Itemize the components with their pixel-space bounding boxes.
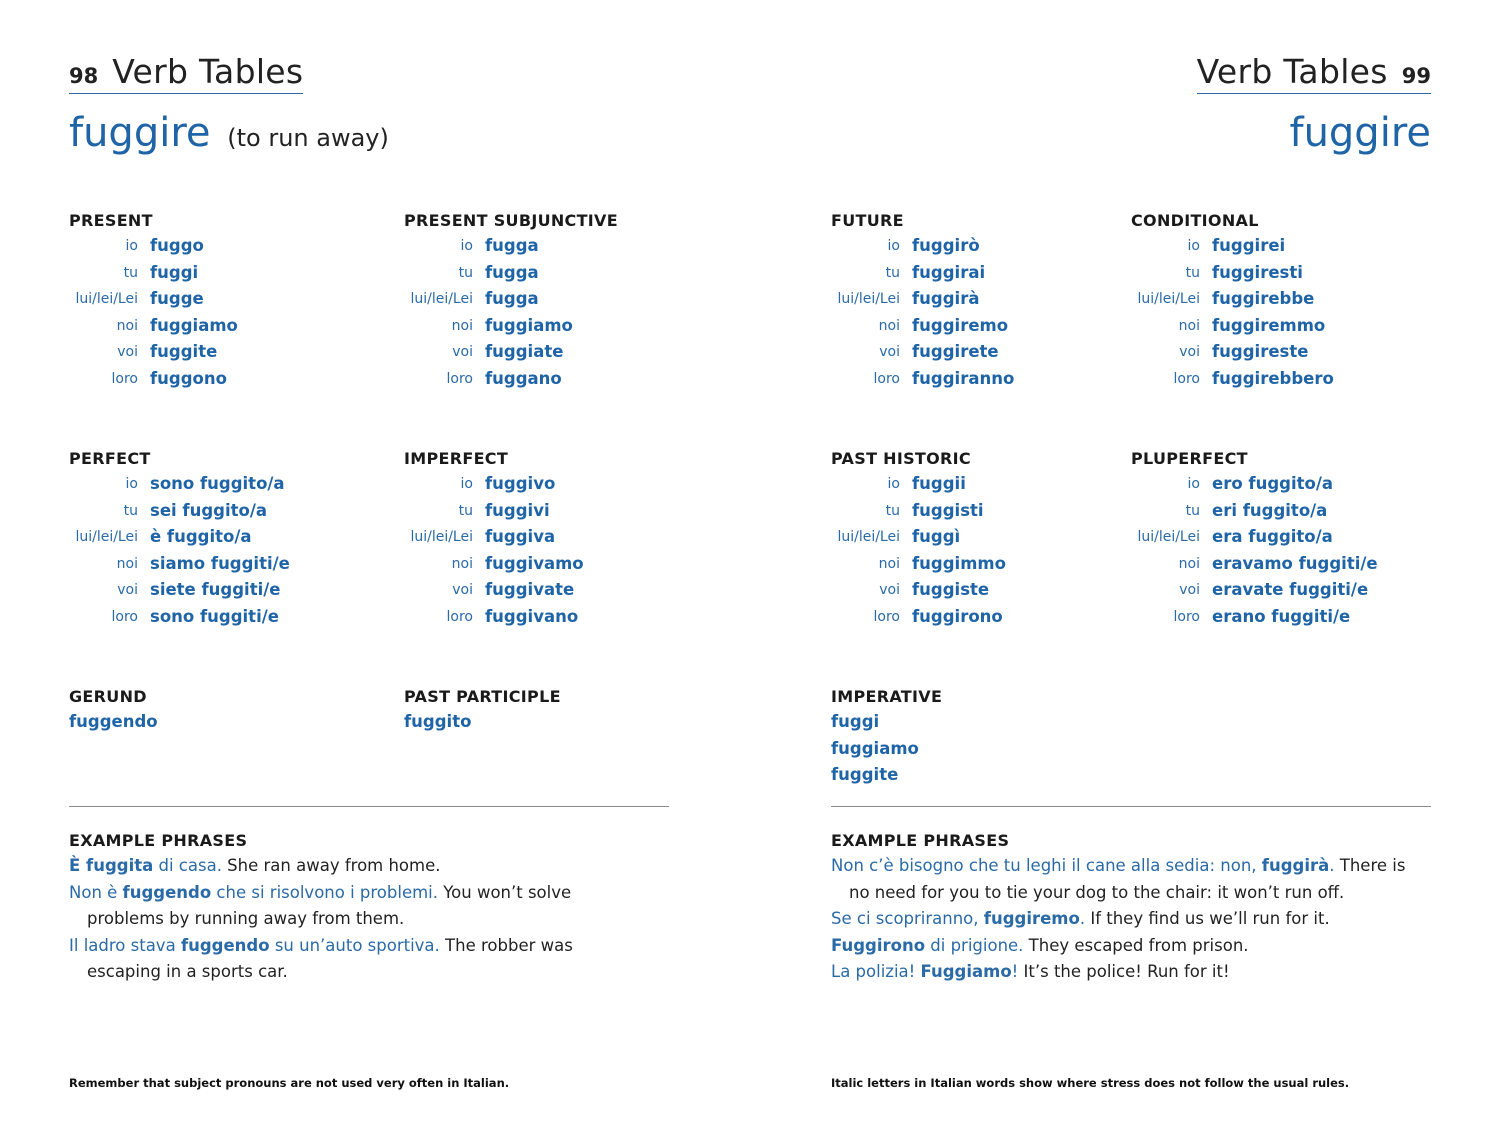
conjugation-row — [404, 233, 618, 260]
pronoun: tu — [885, 264, 900, 281]
conjugation-row — [1131, 551, 1378, 578]
verb-form: fuggi — [150, 262, 199, 282]
tense-present — [69, 211, 238, 392]
verb-infinitive: fuggire — [69, 110, 211, 156]
conjugation-row — [1131, 260, 1303, 287]
verb-form: fuggivi — [485, 500, 550, 520]
conjugation-row — [831, 551, 1006, 578]
italian-text: Non c’è bisogno che tu leghi il cane alla sedia: non, — [831, 856, 1262, 875]
header-title: Verb Tables — [112, 52, 304, 91]
verb-form: fuggirei — [1212, 236, 1286, 255]
tense-name: IMPERFECT — [404, 449, 509, 468]
conjugation-row — [404, 366, 618, 393]
pronoun: lui/lei/Lei — [1137, 291, 1200, 307]
verb-form: fuggiremo — [912, 315, 1009, 335]
italian-text: . — [1329, 856, 1335, 875]
tense-imperfect — [404, 449, 584, 630]
verb-form: fuggirebbe — [1212, 289, 1315, 308]
pronoun: lui/lei/Lei — [837, 529, 900, 545]
conjugation-row — [1131, 313, 1326, 340]
section-divider — [831, 806, 1431, 807]
tense-name: PAST PARTICIPLE — [404, 687, 561, 706]
pronoun: io — [1187, 238, 1200, 254]
verb-form: fuggiresti — [1212, 262, 1303, 282]
page-header — [69, 52, 303, 94]
conjugation-row — [69, 498, 267, 525]
tense-name: PERFECT — [69, 449, 151, 468]
conjugation-row — [1131, 366, 1334, 393]
verb-form: fuggono — [150, 368, 227, 388]
italian-text: Il ladro stava — [69, 935, 181, 955]
verb-form: fuggiva — [485, 527, 556, 546]
conjugation-row — [69, 233, 204, 260]
pronoun: noi — [1178, 317, 1200, 334]
italian-text: che si risolvono i problemi. — [211, 882, 439, 902]
tense-name: PAST HISTORIC — [831, 449, 971, 468]
verb-form: fuggite — [150, 342, 218, 361]
pronoun: io — [887, 476, 900, 492]
english-translation: If they find us we’ll run for it. — [1085, 909, 1330, 928]
english-translation: You won’t solve problems by running away from them. — [87, 882, 572, 928]
verb-form: fuggiste — [912, 580, 990, 599]
tense-name: PRESENT — [69, 211, 153, 230]
tense-name: PLUPERFECT — [1131, 449, 1248, 468]
italian-text: ! — [1011, 962, 1019, 981]
conjugation-row — [404, 260, 618, 287]
verb-form: sono fuggito/a — [150, 474, 285, 493]
pronoun: noi — [1178, 555, 1200, 572]
example-phrases — [69, 831, 649, 986]
tense-conditional — [1131, 211, 1334, 392]
verb-form: fuggendo — [69, 712, 158, 731]
conjugation-row — [831, 313, 1009, 340]
verb-form: fuggi — [831, 712, 880, 731]
verb-form: fuggiate — [485, 342, 564, 361]
pronoun: lui/lei/Lei — [75, 291, 138, 307]
examples-title: EXAMPLE PHRASES — [831, 831, 1010, 850]
tense-name: CONDITIONAL — [1131, 211, 1259, 230]
verb-form: fuggirete — [912, 342, 999, 361]
pronoun: loro — [1173, 608, 1200, 625]
example-phrase — [69, 880, 649, 933]
page-number: 99 — [1401, 64, 1431, 88]
conjugation-row — [404, 286, 618, 313]
english-translation: It’s the police! Run for it! — [1018, 962, 1230, 981]
verb-form: fuggiamo — [485, 315, 573, 335]
verb-form: è fuggito/a — [150, 527, 252, 546]
conjugation-row — [69, 524, 252, 551]
pronoun: voi — [1179, 582, 1200, 598]
verb-form: fugga — [485, 289, 539, 308]
conjugation-row — [404, 339, 618, 366]
pronoun: lui/lei/Lei — [410, 291, 473, 307]
english-translation: There is no need for you to tie your dog to the chair: it won’t run off. — [849, 856, 1406, 902]
pronoun: voi — [452, 582, 473, 598]
conjugation-row — [404, 551, 584, 578]
example-phrase — [831, 906, 1431, 933]
conjugation-row — [69, 471, 285, 498]
conjugation-row — [831, 233, 980, 260]
verb-form: eri fuggito/a — [1212, 500, 1328, 520]
italian-verb: fuggirà — [1261, 856, 1330, 875]
conjugation-row — [69, 260, 199, 287]
tense-pluperfect — [1131, 449, 1378, 630]
pronoun: lui/lei/Lei — [837, 291, 900, 307]
conjugation-row — [404, 313, 618, 340]
verb-form: fuggì — [912, 527, 961, 546]
english-translation: She ran away from home. — [221, 856, 441, 875]
pronoun: io — [887, 238, 900, 254]
conjugation-row — [831, 524, 971, 551]
example-phrase — [69, 853, 649, 880]
pronoun: voi — [117, 582, 138, 598]
pronoun: loro — [873, 370, 900, 387]
conjugation-row — [69, 366, 227, 393]
pronoun: noi — [451, 317, 473, 334]
verb-form: fuggivate — [485, 580, 575, 599]
pronoun: noi — [878, 555, 900, 572]
pronoun: loro — [111, 370, 138, 387]
pronoun: loro — [1173, 370, 1200, 387]
english-translation: The robber was escaping in a sports car. — [87, 935, 573, 981]
verb-form: fugga — [485, 262, 539, 282]
pronoun: noi — [878, 317, 900, 334]
pronoun: io — [1187, 476, 1200, 492]
conjugation-row — [404, 524, 556, 551]
verb-gloss: (to run away) — [227, 124, 389, 152]
conjugation-row — [69, 577, 281, 604]
example-phrase — [831, 959, 1431, 986]
pronoun: noi — [451, 555, 473, 572]
verb-form: fuggirai — [912, 262, 986, 282]
tense-imperative — [831, 687, 942, 789]
pronoun: loro — [111, 608, 138, 625]
italian-text: Non è — [69, 882, 123, 902]
conjugation-row — [831, 339, 999, 366]
conjugation-row — [1131, 339, 1309, 366]
verb-form: fuggiamo — [150, 315, 238, 335]
pronoun: tu — [1185, 264, 1200, 281]
conjugation-row — [404, 604, 579, 631]
pronoun: tu — [458, 264, 473, 281]
verb-form: fuggo — [150, 236, 204, 255]
conjugation-row — [69, 313, 238, 340]
page-header — [1197, 52, 1431, 94]
tense-gerund — [69, 687, 158, 736]
conjugation-row — [831, 471, 971, 498]
verb-form: fuggirono — [912, 606, 1003, 626]
verb-form: fuggite — [831, 765, 899, 784]
verb-form: fuggivamo — [485, 553, 584, 573]
verb-form: eravamo fuggiti/e — [1212, 553, 1378, 573]
verb-form: siete fuggiti/e — [150, 580, 281, 599]
tense-past-participle — [404, 687, 561, 736]
pronoun: voi — [879, 582, 900, 598]
italian-verb: Fuggiamo — [920, 962, 1012, 981]
verb-form: siamo fuggiti/e — [150, 553, 290, 573]
english-translation: They escaped from prison. — [1023, 935, 1249, 955]
pronoun: tu — [458, 502, 473, 519]
verb-title — [1289, 110, 1431, 156]
conjugation-row — [831, 260, 986, 287]
pronoun: lui/lei/Lei — [75, 529, 138, 545]
example-phrase — [831, 933, 1431, 960]
italian-text: Se ci scopriranno, — [831, 909, 984, 928]
pronoun: io — [125, 476, 138, 492]
conjugation-row — [1131, 286, 1315, 313]
tense-name: IMPERATIVE — [831, 687, 943, 706]
conjugation-row — [831, 366, 1015, 393]
pronoun: tu — [123, 264, 138, 281]
conjugation-row — [831, 498, 984, 525]
pronoun: voi — [117, 344, 138, 360]
example-phrase — [69, 933, 649, 986]
verb-form: fuggii — [912, 474, 966, 493]
conjugation-row — [1131, 577, 1369, 604]
pronoun: loro — [446, 370, 473, 387]
verb-form: sei fuggito/a — [150, 500, 267, 520]
pronoun: voi — [879, 344, 900, 360]
verb-form: ero fuggito/a — [1212, 474, 1333, 493]
conjugation-row — [404, 498, 550, 525]
conjugation-row — [404, 577, 575, 604]
verb-form: fuggirebbero — [1212, 368, 1334, 388]
verb-form: fuggito — [404, 712, 472, 731]
tense-name: PRESENT SUBJUNCTIVE — [404, 211, 618, 230]
pronoun: voi — [452, 344, 473, 360]
pronoun: noi — [116, 555, 138, 572]
tense-present-subjunctive — [404, 211, 618, 392]
italian-verb: È fuggita — [69, 856, 154, 875]
verb-infinitive: fuggire — [1289, 110, 1431, 156]
verb-form: fuggisti — [912, 500, 984, 520]
section-divider — [69, 806, 669, 807]
pronoun: io — [460, 238, 473, 254]
conjugation-row — [831, 577, 990, 604]
right-page — [750, 0, 1500, 1136]
tense-perfect — [69, 449, 290, 630]
verb-form: fuggiranno — [912, 368, 1015, 388]
verb-form: fuggivo — [485, 474, 556, 493]
conjugation-row — [831, 604, 1003, 631]
verb-form: eravate fuggiti/e — [1212, 580, 1369, 599]
conjugation-row — [404, 471, 556, 498]
pronoun: io — [125, 238, 138, 254]
pronoun: noi — [116, 317, 138, 334]
verb-form: fuggiamo — [831, 738, 919, 758]
italian-verb: fuggiremo — [983, 909, 1080, 928]
example-phrases — [831, 831, 1431, 986]
verb-form: fuggano — [485, 368, 562, 388]
verb-form: erano fuggiti/e — [1212, 606, 1351, 626]
italian-verb: fuggendo — [180, 935, 270, 955]
tense-name: FUTURE — [831, 211, 904, 230]
verb-form: fuggivano — [485, 606, 579, 626]
conjugation-row — [69, 551, 290, 578]
conjugation-row — [1131, 498, 1328, 525]
italian-text: di casa. — [153, 856, 222, 875]
verb-form: fuggirà — [912, 289, 980, 308]
pronoun: lui/lei/Lei — [410, 529, 473, 545]
italian-text: su un’auto sportiva. — [269, 935, 440, 955]
verb-form: fuggiremmo — [1212, 315, 1326, 335]
italian-text: La polizia! — [831, 962, 921, 981]
conjugation-row — [69, 339, 218, 366]
pronoun: loro — [446, 608, 473, 625]
verb-form: fugga — [485, 236, 539, 255]
pronoun: voi — [1179, 344, 1200, 360]
tense-name: GERUND — [69, 687, 147, 706]
conjugation-row — [831, 286, 980, 313]
tense-future — [831, 211, 1015, 392]
verb-form: fuggirò — [912, 236, 980, 255]
examples-title: EXAMPLE PHRASES — [69, 831, 248, 850]
verb-form: sono fuggiti/e — [150, 606, 279, 626]
conjugation-row — [1131, 524, 1333, 551]
verb-title — [69, 110, 389, 156]
pronoun: loro — [873, 608, 900, 625]
pronoun: tu — [885, 502, 900, 519]
italian-text: di prigione. — [925, 935, 1024, 955]
pronoun: lui/lei/Lei — [1137, 529, 1200, 545]
conjugation-row — [1131, 233, 1286, 260]
pronoun: tu — [1185, 502, 1200, 519]
verb-form: era fuggito/a — [1212, 527, 1333, 546]
verb-form: fuggimmo — [912, 553, 1006, 573]
conjugation-row — [1131, 604, 1351, 631]
tense-past-historic — [831, 449, 1006, 630]
conjugation-row — [69, 604, 279, 631]
footnote: Remember that subject pronouns are not used very often in Italian. — [69, 1076, 510, 1090]
pronoun: io — [460, 476, 473, 492]
verb-form: fugge — [150, 289, 204, 308]
page-number: 98 — [69, 64, 99, 88]
conjugation-row — [69, 286, 204, 313]
header-title: Verb Tables — [1196, 52, 1388, 91]
italian-verb: fuggendo — [122, 882, 212, 902]
footnote: Italic letters in Italian words show where stress does not follow the usual rules. — [831, 1076, 1350, 1090]
verb-form: fuggireste — [1212, 342, 1309, 361]
conjugation-row — [1131, 471, 1333, 498]
pronoun: tu — [123, 502, 138, 519]
italian-text: . — [1079, 909, 1086, 928]
italian-verb: Fuggirono — [831, 935, 926, 955]
example-phrase — [831, 853, 1431, 906]
